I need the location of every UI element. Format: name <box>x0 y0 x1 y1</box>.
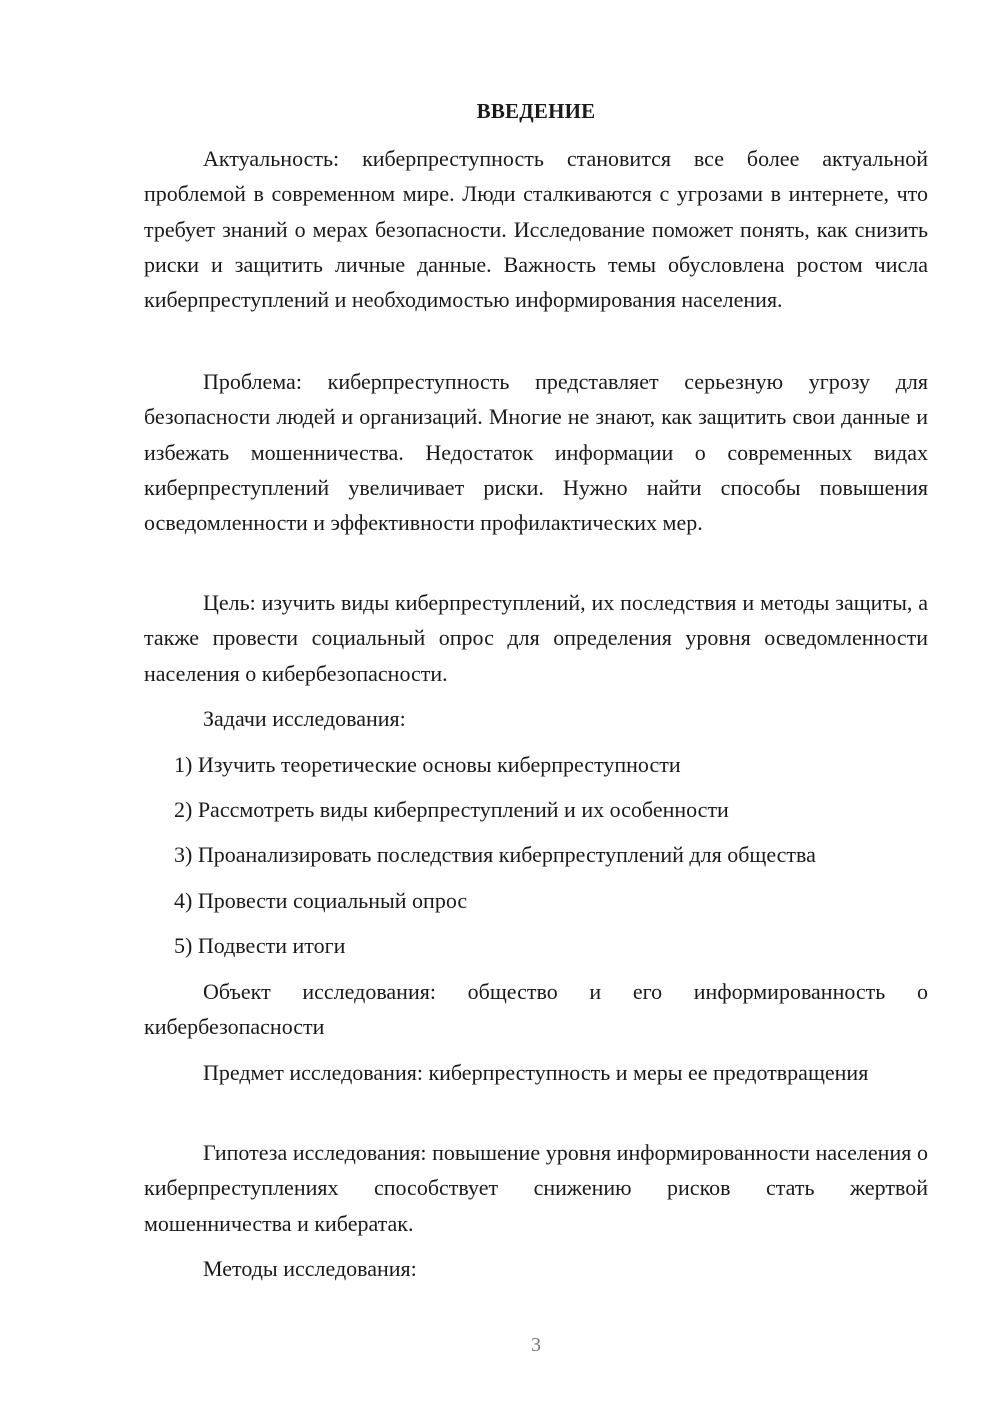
document-page <box>144 0 928 1414</box>
task-item-3: 3) Проанализировать последствия киберпреступлений для общества <box>174 842 816 867</box>
section-title: ВВЕДЕНИЕ <box>476 99 596 123</box>
task-item-1: 1) Изучить теоретические основы киберпреступности <box>174 752 681 777</box>
task-item-2: 2) Рассмотреть виды киберпреступлений и их особенности <box>174 797 729 822</box>
task-item-5: 5) Подвести итоги <box>174 933 346 958</box>
hypothesis-paragraph: Гипотеза исследования: повышение уровня информированности населения о киберпреступлениях способствует снижению рисков стать жертвой мошенничества и кибератак. <box>144 1140 928 1236</box>
problem-paragraph: Проблема: киберпреступность представляет серьезную угрозу для безопасности людей и организаций. Многие не знают, как защитить свои данные и избежать мошенничества. Недостаток информации о современных видах киберпреступлений увеличивает риски. Нужно найти способы повышения осведомленности и эффективности профилактических мер. <box>144 369 928 536</box>
subject-paragraph: Предмет исследования: киберпреступность и меры ее предотвращения <box>203 1060 869 1085</box>
task-item-4: 4) Провести социальный опрос <box>174 888 468 913</box>
goal-paragraph: Цель: изучить виды киберпреступлений, их последствия и методы защиты, а также провести социальный опрос для определения уровня осведомленности населения о кибербезопасности. <box>144 590 928 686</box>
object-paragraph: Объект исследования: общество и его информированность о кибербезопасности <box>144 979 928 1040</box>
tasks-heading: Задачи исследования: <box>203 706 406 731</box>
methods-heading: Методы исследования: <box>203 1256 417 1281</box>
relevance-paragraph: Актуальность: киберпреступность становится все более актуальной проблемой в современном мире. Люди сталкиваются с угрозами в интернете, что требует знаний о мерах безопасности. Исследование поможет понять, как снизить риски и защитить личные данные. Важность темы обусловлена ростом числа киберпреступлений и необходимостью информирования населения. <box>144 146 928 313</box>
page-number: 3 <box>531 1334 541 1356</box>
